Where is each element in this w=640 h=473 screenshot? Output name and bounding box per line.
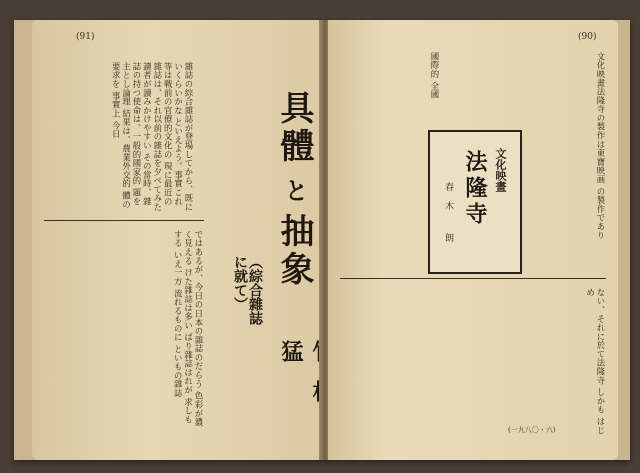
right-page-number: (90) xyxy=(578,32,597,42)
left-bottom-col-6: いえ一方 xyxy=(173,250,184,286)
title-connector: と xyxy=(280,177,309,202)
left-page xyxy=(32,20,322,460)
right-top-col-1: 文化映畫法隆寺の製作は東寶映画 xyxy=(596,52,606,184)
left-top-col-9: 事實上 xyxy=(111,91,122,118)
right-bottom-col-3: はじめ xyxy=(585,288,606,435)
right-top-col-2: の製作であり xyxy=(596,186,606,240)
article-subtitle: （綜合雜誌に就て） xyxy=(232,255,263,325)
right-top-col-4: 全國 xyxy=(430,81,440,100)
box-title: 法隆寺 xyxy=(462,150,488,228)
left-bottom-col-2: 色彩が濃く見える xyxy=(183,230,204,427)
left-bottom-col-4: ばり雜誌はれが xyxy=(183,332,194,395)
left-top-col-1: 雜誌の綜合雜誌が登場してから、既にいくらいかな xyxy=(173,62,194,212)
right-top-col-3: 國際的 xyxy=(430,52,440,79)
left-top-col-4: 讀者が讀みかけやすい xyxy=(142,62,153,150)
right-bottom-text xyxy=(340,288,606,438)
box-author: 春木 朗 xyxy=(443,182,453,252)
title-part-1: 具體 xyxy=(274,90,314,166)
left-bottom-col-5: 求しもする xyxy=(173,230,194,424)
right-bottom-col-1: ない、それに於て法隆寺 xyxy=(596,288,606,385)
film-title-box xyxy=(428,130,522,274)
left-column-divider xyxy=(44,220,204,221)
left-bottom-col-3: けた雜誌は多い xyxy=(183,268,194,330)
left-top-col-5: その當時、雜誌の持つ使命は、一般的國家的 xyxy=(131,62,153,206)
box-label: 文化映畫 xyxy=(494,148,507,192)
left-bottom-col-7: 流れるものに xyxy=(173,288,184,342)
article-title xyxy=(270,90,319,289)
article-author: 猛 xyxy=(278,340,304,380)
left-top-col-3: 現に最近の雜誌は、それ以前の雜誌を夕べてみた xyxy=(152,62,174,212)
left-top-col-7: 結果は、農業外交的 xyxy=(121,109,132,189)
right-top-left-text xyxy=(340,52,440,132)
right-bottom-col-2: しかも xyxy=(596,387,606,415)
right-top-right-text xyxy=(526,52,606,252)
left-top-col-10: 今日 xyxy=(111,120,122,139)
left-top-col-6: 題を主とし論理 xyxy=(121,62,142,206)
left-top-col-8: 體の要求を xyxy=(111,62,132,209)
left-page-number: (91) xyxy=(76,32,95,42)
left-bottom-text xyxy=(44,230,204,430)
left-bottom-col-8: といもの雜誌 xyxy=(173,344,184,398)
title-part-2: 抽象 xyxy=(274,213,314,290)
right-column-divider xyxy=(340,278,606,279)
magazine-spread xyxy=(14,20,630,460)
right-footnote: (一九八〇・六) xyxy=(508,426,556,434)
right-page xyxy=(328,20,618,460)
left-bottom-col-1: ではあるが、今日の日本の雜誌のだらう xyxy=(194,230,204,389)
left-top-col-2: といえよう。事實これ等は戦前の官僚的文化の xyxy=(163,62,184,206)
left-top-text xyxy=(44,62,194,212)
